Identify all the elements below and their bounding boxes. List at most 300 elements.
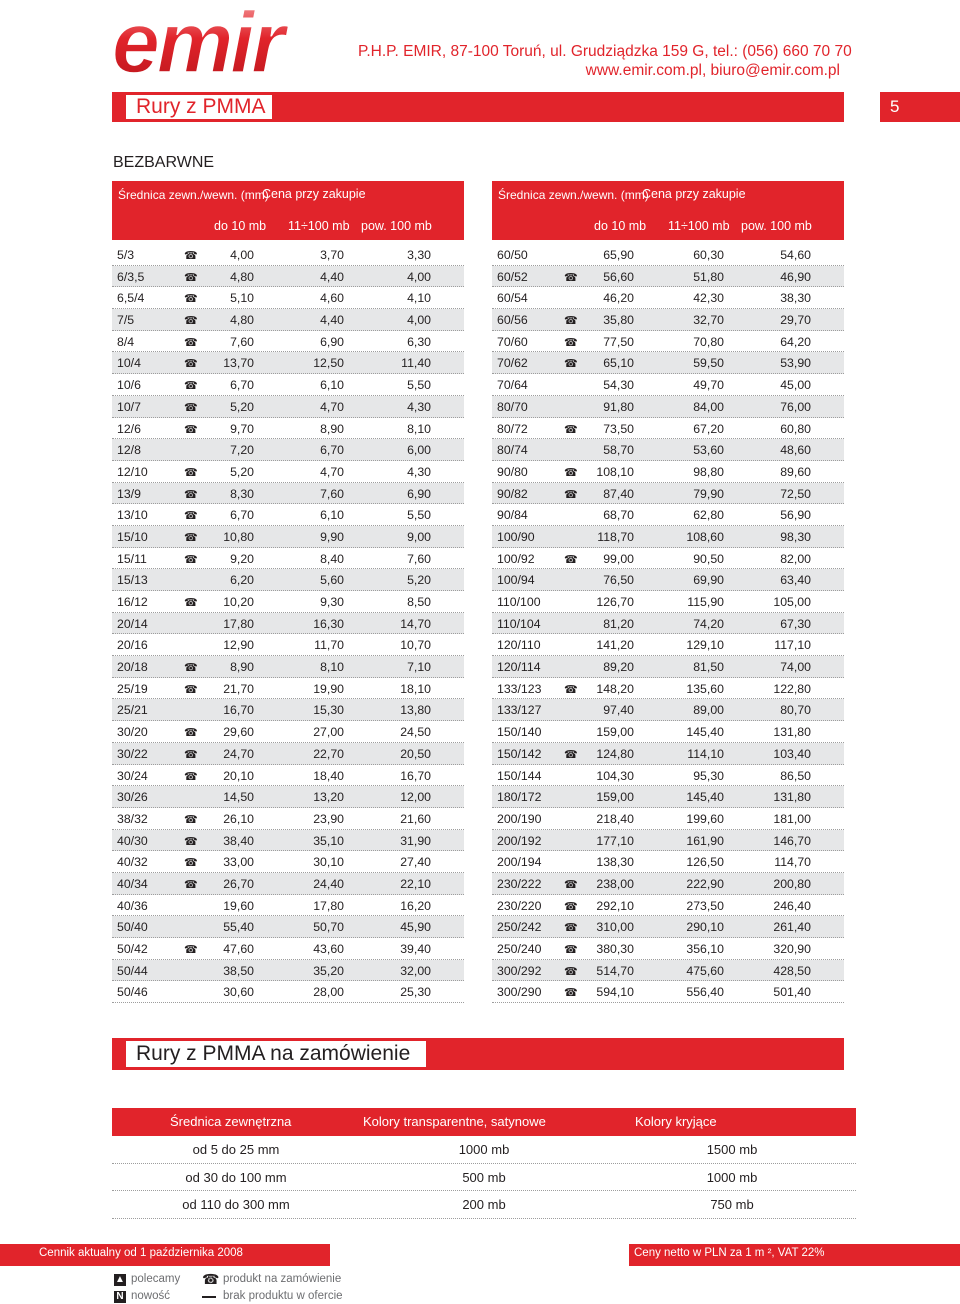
size-cell: 90/84 — [497, 508, 528, 523]
price-3-cell: 22,10 — [400, 876, 431, 891]
size-cell: 20/16 — [117, 638, 148, 653]
header-price-3: pow. 100 mb — [741, 219, 812, 233]
table-row — [112, 504, 464, 526]
price-1-cell: 24,70 — [223, 746, 254, 761]
price-3-cell: 64,20 — [780, 334, 811, 349]
order-header-diameter: Średnica zewnętrzna — [170, 1114, 292, 1129]
dash-icon — [202, 1296, 216, 1298]
size-cell: 300/292 — [497, 963, 542, 978]
price-2-cell: 60,30 — [693, 248, 724, 262]
price-1-cell: 30,60 — [223, 985, 254, 1000]
table-row — [112, 960, 464, 982]
table-row — [492, 352, 844, 374]
price-2-cell: 6,10 — [320, 508, 344, 523]
size-cell: 80/70 — [497, 399, 528, 414]
table-row — [492, 743, 844, 765]
price-1-cell: 218,40 — [596, 811, 634, 826]
price-3-cell: 8,10 — [407, 421, 431, 436]
size-cell: 100/92 — [497, 551, 535, 566]
order-table-row — [112, 1191, 856, 1219]
price-1-cell: 26,10 — [223, 811, 254, 826]
price-1-cell: 56,60 — [603, 269, 634, 284]
table-row — [112, 721, 464, 743]
size-cell: 20/18 — [117, 660, 148, 675]
phone-icon: ☎ — [564, 683, 578, 696]
price-2-cell: 222,90 — [686, 876, 724, 891]
price-3-cell: 246,40 — [773, 898, 811, 913]
table-row — [112, 851, 464, 873]
table-body — [492, 244, 844, 1003]
price-2-cell: 115,90 — [687, 595, 724, 609]
price-3-cell: 74,00 — [780, 660, 811, 675]
size-cell: 50/42 — [117, 942, 148, 956]
table-row — [492, 873, 844, 895]
price-1-cell: 7,20 — [230, 443, 254, 458]
size-cell: 90/80 — [497, 464, 528, 479]
price-2-cell: 161,90 — [686, 833, 724, 848]
price-3-cell: 6,00 — [407, 443, 431, 458]
size-cell: 100/90 — [497, 529, 535, 544]
phone-icon: ☎ — [184, 748, 198, 761]
price-1-cell: 17,80 — [223, 616, 254, 631]
price-2-cell: 5,60 — [320, 573, 344, 588]
price-3-cell: 114,70 — [774, 855, 811, 870]
price-3-cell: 6,30 — [407, 334, 431, 349]
size-cell: 133/127 — [497, 703, 542, 718]
price-1-cell: 7,60 — [230, 334, 254, 349]
table-row — [112, 439, 464, 461]
size-cell: 60/56 — [497, 313, 528, 328]
size-cell: 12/6 — [117, 421, 141, 436]
size-cell: 30/24 — [117, 768, 148, 783]
price-3-cell: 8,50 — [407, 595, 431, 609]
header-price-group: Cena przy zakupie — [262, 187, 366, 201]
size-cell: 5/3 — [117, 248, 135, 262]
price-1-cell: 35,80 — [603, 313, 634, 328]
price-2-cell: 18,40 — [313, 768, 344, 783]
table-row — [112, 786, 464, 808]
table-row — [112, 461, 464, 483]
price-1-cell: 12,90 — [223, 638, 254, 653]
price-1-cell: 55,40 — [223, 920, 254, 935]
price-2-cell: 290,10 — [686, 920, 724, 935]
price-1-cell: 20,10 — [223, 768, 254, 783]
order-cell-diameter: od 30 do 100 mm — [185, 1169, 287, 1185]
legend-to-order: produkt na zamówienie — [223, 1273, 342, 1285]
order-cell-diameter: od 5 do 25 mm — [192, 1142, 280, 1157]
price-1-cell: 514,70 — [596, 963, 634, 978]
price-2-cell: 6,10 — [320, 378, 344, 393]
table-row — [492, 331, 844, 353]
size-cell: 6/3,5 — [117, 269, 145, 284]
price-3-cell: 11,40 — [401, 356, 431, 371]
order-cell-transparent: 1000 mb — [458, 1142, 510, 1157]
price-3-cell: 54,60 — [780, 248, 811, 262]
size-cell: 70/62 — [497, 356, 528, 371]
price-1-cell: 6,70 — [230, 508, 254, 523]
phone-icon: ☎ — [564, 488, 578, 501]
table-row — [112, 309, 464, 331]
table-row — [112, 569, 464, 591]
table-row — [492, 916, 844, 938]
table-row — [492, 548, 844, 570]
price-2-cell: 9,30 — [320, 595, 344, 609]
order-cell-transparent: 500 mb — [462, 1169, 506, 1185]
price-1-cell: 4,80 — [230, 269, 254, 284]
price-3-cell: 261,40 — [773, 920, 811, 935]
phone-icon: ☎ — [184, 597, 198, 609]
size-cell: 90/82 — [497, 486, 528, 501]
price-3-cell: 12,00 — [400, 790, 431, 805]
price-2-cell: 98,80 — [693, 464, 724, 479]
price-3-cell: 7,60 — [407, 551, 431, 566]
price-2-cell: 49,70 — [693, 378, 724, 393]
header-price-3: pow. 100 mb — [361, 219, 432, 233]
price-3-cell: 29,70 — [780, 313, 811, 328]
price-2-cell: 4,40 — [320, 313, 344, 328]
table-row — [492, 960, 844, 982]
price-1-cell: 33,00 — [223, 855, 254, 870]
price-2-cell: 53,60 — [693, 443, 724, 458]
size-cell: 20/14 — [117, 616, 148, 631]
price-1-cell: 292,10 — [596, 898, 634, 913]
price-3-cell: 131,80 — [773, 725, 811, 740]
price-3-cell: 76,00 — [780, 399, 811, 414]
table-row — [492, 461, 844, 483]
price-1-cell: 6,70 — [230, 378, 254, 393]
price-2-cell: 28,00 — [313, 985, 344, 1000]
emir-logo — [110, 2, 346, 82]
size-cell: 200/192 — [497, 833, 542, 848]
footer-valid-date: Cennik aktualny od 1 października 2008 — [39, 1247, 243, 1259]
table-row — [112, 244, 464, 266]
price-2-cell: 30,10 — [313, 855, 344, 870]
price-1-cell: 38,50 — [223, 963, 254, 978]
phone-icon: ☎ — [184, 315, 198, 328]
size-cell: 38/32 — [117, 811, 148, 826]
table-row — [492, 851, 844, 873]
price-1-cell: 108,10 — [596, 464, 634, 479]
order-cell-opaque: 1000 mb — [706, 1169, 758, 1185]
price-3-cell: 46,90 — [780, 269, 811, 284]
price-3-cell: 5,20 — [407, 573, 431, 588]
price-2-cell: 42,30 — [693, 291, 724, 306]
price-2-cell: 145,40 — [686, 725, 724, 740]
order-table-header — [112, 1108, 856, 1136]
table-row — [492, 439, 844, 461]
size-cell: 110/100 — [497, 595, 541, 609]
price-1-cell: 58,70 — [603, 443, 634, 458]
price-2-cell: 4,70 — [320, 399, 344, 414]
price-1-cell: 16,70 — [223, 703, 254, 718]
table-row — [112, 916, 464, 938]
price-2-cell: 35,20 — [313, 963, 344, 978]
phone-icon: ☎ — [184, 380, 198, 393]
price-1-cell: 68,70 — [603, 508, 634, 523]
company-contact[interactable]: www.emir.com.pl, biuro@emir.com.pl — [585, 62, 840, 79]
price-2-cell: 84,00 — [693, 399, 724, 414]
price-1-cell: 87,40 — [603, 486, 634, 501]
price-2-cell: 126,50 — [686, 855, 724, 870]
phone-icon: ☎ — [184, 878, 198, 891]
price-3-cell: 72,50 — [780, 486, 811, 501]
price-2-cell: 135,60 — [686, 681, 724, 696]
size-cell: 40/30 — [117, 833, 148, 848]
price-3-cell: 82,00 — [780, 551, 811, 566]
price-3-cell: 103,40 — [773, 746, 811, 761]
table-row — [112, 656, 464, 678]
legend-new: nowość — [131, 1290, 170, 1302]
size-cell: 50/44 — [117, 963, 148, 978]
size-cell: 120/114 — [497, 660, 541, 675]
price-2-cell: 6,70 — [320, 443, 344, 458]
price-1-cell: 54,30 — [603, 378, 634, 393]
price-1-cell: 118,70 — [597, 529, 634, 544]
price-1-cell: 159,00 — [596, 790, 634, 805]
price-2-cell: 9,90 — [320, 529, 344, 544]
order-table — [112, 1108, 856, 1219]
price-2-cell: 6,90 — [320, 334, 344, 349]
price-1-cell: 21,70 — [223, 681, 254, 696]
price-3-cell: 39,40 — [400, 942, 431, 956]
size-cell: 250/242 — [497, 920, 542, 935]
phone-icon: ☎ — [184, 358, 198, 371]
size-cell: 70/60 — [497, 334, 528, 349]
table-row — [492, 396, 844, 418]
price-2-cell: 4,40 — [320, 269, 344, 284]
price-1-cell: 159,00 — [596, 725, 634, 740]
price-1-cell: 77,50 — [603, 334, 634, 349]
table-body — [112, 244, 464, 1003]
price-3-cell: 146,70 — [773, 833, 811, 848]
phone-icon: ☎ — [564, 987, 578, 1000]
price-3-cell: 4,10 — [407, 291, 431, 306]
order-cell-opaque: 1500 mb — [706, 1142, 758, 1157]
phone-icon: ☎ — [184, 423, 198, 436]
price-2-cell: 35,10 — [313, 833, 344, 848]
table-row — [112, 483, 464, 505]
price-3-cell: 16,70 — [400, 768, 431, 783]
price-1-cell: 238,00 — [596, 876, 634, 891]
phone-icon: ☎ — [564, 922, 578, 935]
table-row — [112, 352, 464, 374]
size-cell: 300/290 — [497, 985, 542, 1000]
table-row — [492, 786, 844, 808]
table-row — [492, 981, 844, 1003]
order-section-title: Rury z PMMA na zamówienie — [126, 1041, 426, 1067]
size-cell: 230/220 — [497, 898, 542, 913]
price-2-cell: 50,70 — [313, 920, 344, 935]
table-row — [112, 808, 464, 830]
table-row — [492, 526, 844, 548]
price-2-cell: 7,60 — [320, 486, 344, 501]
size-cell: 60/54 — [497, 291, 528, 306]
size-cell: 60/50 — [497, 248, 528, 262]
size-cell: 25/21 — [117, 703, 148, 718]
price-3-cell: 16,20 — [400, 898, 431, 913]
order-cell-diameter: od 110 do 300 mm — [182, 1197, 290, 1212]
order-cell-opaque: 750 mb — [710, 1197, 754, 1212]
table-header — [492, 181, 844, 240]
size-cell: 40/32 — [117, 855, 148, 870]
table-row — [112, 287, 464, 309]
price-1-cell: 177,10 — [596, 833, 634, 848]
price-1-cell: 91,80 — [603, 399, 634, 414]
table-row — [492, 938, 844, 960]
phone-icon: ☎ — [184, 662, 198, 675]
size-cell: 133/123 — [497, 681, 542, 696]
price-3-cell: 13,80 — [400, 703, 431, 718]
price-1-cell: 5,20 — [230, 464, 254, 479]
phone-icon: ☎ — [564, 423, 578, 436]
size-cell: 70/64 — [497, 378, 528, 393]
table-row — [492, 634, 844, 656]
price-3-cell: 86,50 — [780, 768, 811, 783]
table-row — [112, 266, 464, 288]
size-cell: 180/172 — [497, 790, 542, 805]
order-cell-transparent: 200 mb — [462, 1197, 506, 1212]
price-1-cell: 6,20 — [230, 573, 254, 588]
table-row — [492, 613, 844, 635]
price-2-cell: 4,60 — [320, 291, 344, 306]
price-1-cell: 73,50 — [603, 421, 634, 436]
price-3-cell: 105,00 — [773, 595, 811, 609]
phone-icon: ☎ — [564, 336, 578, 349]
price-1-cell: 104,30 — [596, 768, 634, 783]
phone-icon: ☎ — [184, 944, 198, 956]
price-3-cell: 60,80 — [780, 421, 811, 436]
table-row — [112, 938, 464, 960]
phone-icon: ☎ — [564, 965, 578, 978]
size-cell: 15/11 — [117, 551, 147, 566]
price-3-cell: 89,60 — [780, 464, 811, 479]
price-2-cell: 51,80 — [693, 269, 724, 284]
price-3-cell: 63,40 — [780, 573, 811, 588]
price-2-cell: 114,10 — [687, 746, 724, 761]
table-row — [492, 830, 844, 852]
table-row — [112, 678, 464, 700]
size-cell: 40/34 — [117, 876, 148, 891]
size-cell: 7/5 — [117, 313, 135, 328]
size-cell: 230/222 — [497, 876, 542, 891]
price-3-cell: 53,90 — [780, 356, 811, 371]
price-2-cell: 16,30 — [313, 616, 344, 631]
price-1-cell: 5,20 — [230, 399, 254, 414]
price-2-cell: 23,90 — [313, 811, 344, 826]
price-2-cell: 556,40 — [686, 985, 724, 1000]
size-cell: 30/26 — [117, 790, 148, 805]
phone-icon: ☎ — [184, 401, 198, 414]
price-3-cell: 67,30 — [780, 616, 811, 631]
price-3-cell: 428,50 — [773, 963, 811, 978]
price-3-cell: 320,90 — [773, 942, 811, 956]
price-3-cell: 6,90 — [407, 486, 431, 501]
phone-icon: ☎ — [564, 900, 578, 913]
phone-icon: ☎ — [184, 466, 198, 479]
price-2-cell: 8,10 — [320, 660, 344, 675]
table-row — [492, 418, 844, 440]
table-row — [492, 309, 844, 331]
table-row — [112, 981, 464, 1003]
price-3-cell: 4,30 — [407, 399, 431, 414]
size-cell: 30/20 — [117, 725, 148, 740]
price-2-cell: 199,60 — [686, 811, 724, 826]
phone-icon: ☎ — [184, 553, 198, 566]
table-row — [112, 895, 464, 917]
table-row — [492, 569, 844, 591]
price-3-cell: 14,70 — [400, 616, 431, 631]
size-cell: 50/46 — [117, 985, 148, 1000]
size-cell: 8/4 — [117, 334, 135, 349]
price-3-cell: 80,70 — [780, 703, 811, 718]
price-1-cell: 99,00 — [603, 551, 634, 566]
price-3-cell: 32,00 — [400, 963, 431, 978]
price-3-cell: 38,30 — [780, 291, 811, 306]
phone-icon: ☎ — [564, 944, 578, 956]
price-3-cell: 4,30 — [407, 464, 431, 479]
price-2-cell: 108,60 — [686, 529, 724, 544]
table-row — [492, 591, 844, 613]
price-1-cell: 5,10 — [230, 291, 254, 306]
size-cell: 10/7 — [117, 399, 141, 414]
price-3-cell: 5,50 — [407, 378, 431, 393]
table-row — [112, 591, 464, 613]
table-row — [492, 721, 844, 743]
price-3-cell: 4,00 — [407, 269, 431, 284]
price-1-cell: 97,40 — [603, 703, 634, 718]
price-2-cell: 69,90 — [693, 573, 724, 588]
price-3-cell: 131,80 — [773, 790, 811, 805]
price-2-cell: 43,60 — [313, 942, 344, 956]
phone-icon: ☎ — [564, 315, 578, 328]
size-cell: 100/94 — [497, 573, 535, 588]
table-row — [492, 374, 844, 396]
table-row — [112, 396, 464, 418]
price-3-cell: 4,00 — [407, 313, 431, 328]
logo-text: emir — [112, 2, 282, 82]
price-1-cell: 65,10 — [603, 356, 634, 371]
phone-icon: ☎ — [184, 727, 198, 740]
table-row — [112, 873, 464, 895]
size-cell: 60/52 — [497, 269, 528, 284]
size-cell: 200/194 — [497, 855, 542, 870]
size-cell: 50/40 — [117, 920, 148, 935]
price-2-cell: 13,20 — [313, 790, 344, 805]
new-badge-icon: N — [114, 1291, 126, 1303]
price-1-cell: 594,10 — [596, 985, 634, 1000]
table-row — [112, 613, 464, 635]
phone-icon: ☎ — [564, 553, 578, 566]
size-cell: 30/22 — [117, 746, 148, 761]
order-bar-accent — [112, 1038, 122, 1068]
phone-icon: ☎ — [184, 488, 198, 501]
price-2-cell: 129,10 — [686, 638, 724, 653]
header-price-2: 11÷100 mb — [288, 219, 350, 233]
price-table-left — [112, 181, 464, 1003]
price-2-cell: 3,70 — [320, 248, 344, 262]
header-price-1: do 10 mb — [214, 219, 267, 233]
table-row — [492, 808, 844, 830]
size-cell: 150/142 — [497, 746, 542, 761]
table-row — [112, 374, 464, 396]
size-cell: 13/9 — [117, 486, 141, 501]
price-3-cell: 25,30 — [400, 985, 431, 1000]
table-row — [112, 743, 464, 765]
price-3-cell: 27,40 — [400, 855, 431, 870]
price-3-cell: 24,50 — [400, 725, 431, 740]
size-cell: 80/72 — [497, 421, 528, 436]
size-cell: 15/13 — [117, 573, 148, 588]
